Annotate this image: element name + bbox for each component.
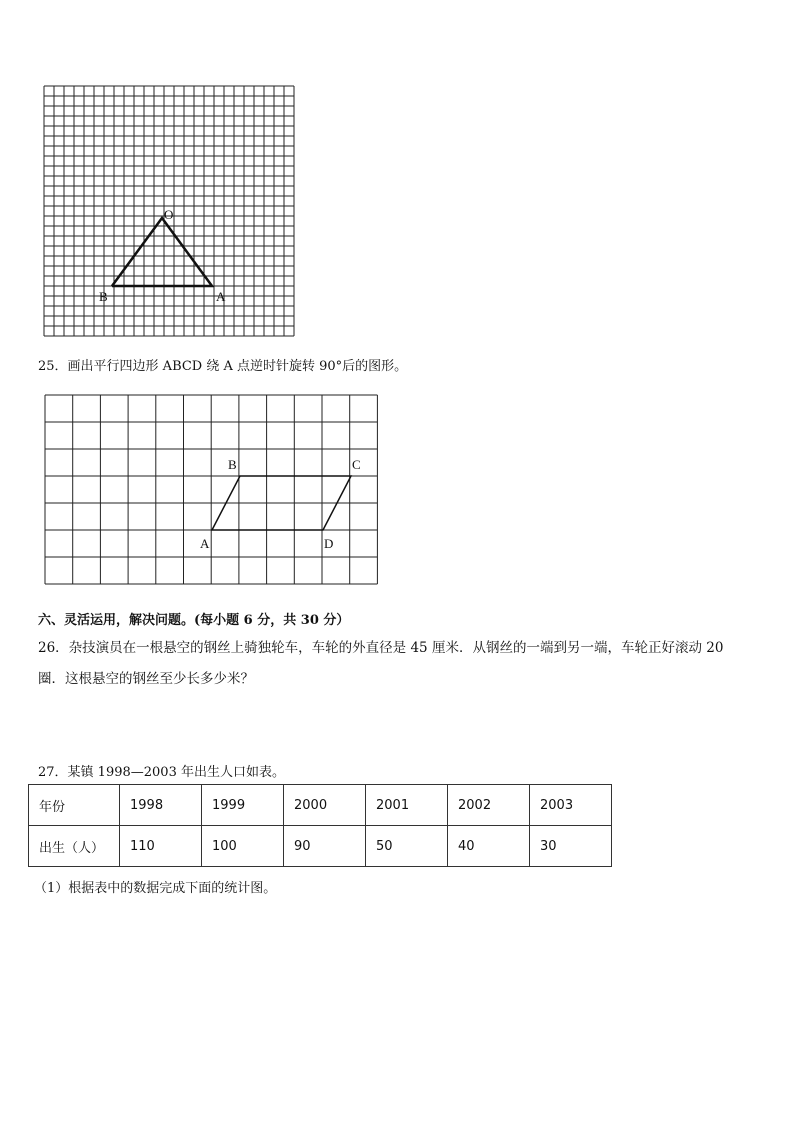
question-26-line2: 圈．这根悬空的钢丝至少长多少米？ <box>38 671 254 687</box>
table-cell: 2003 <box>530 785 612 826</box>
point-d-label: D <box>324 536 334 551</box>
parallelogram-grid-figure <box>40 390 385 590</box>
section-6-title: 六、灵活运用，解决问题。(每小题 6 分，共 30 分） <box>38 613 350 628</box>
point-c-label: C <box>352 457 361 472</box>
table-cell: 出生（人） <box>29 826 120 867</box>
table-cell: 40 <box>448 826 530 867</box>
question-27-sub1: （1）根据表中的数据完成下面的统计图。 <box>34 881 277 896</box>
table-row <box>29 785 612 826</box>
table-cell: 2000 <box>284 785 366 826</box>
table-cell: 30 <box>530 826 612 867</box>
grid-lines <box>45 395 377 584</box>
question-25: 25．画出平行四边形 ABCD 绕 A 点逆时针旋转 90°后的图形。 <box>38 359 408 374</box>
table-cell: 1999 <box>202 785 284 826</box>
table-cell: 2002 <box>448 785 530 826</box>
table-cell: 年份 <box>29 785 120 826</box>
point-o-label: O <box>164 207 174 222</box>
table-cell: 100 <box>202 826 284 867</box>
point-b-label: B <box>99 289 108 304</box>
table-cell: 1998 <box>120 785 202 826</box>
table-cell: 90 <box>284 826 366 867</box>
triangle-grid-figure <box>30 80 310 345</box>
table-cell: 110 <box>120 826 202 867</box>
point-a-label: A <box>200 536 210 551</box>
table-row <box>29 826 612 867</box>
table-cell: 2001 <box>366 785 448 826</box>
question-26-line1: 26．杂技演员在一根悬空的钢丝上骑独轮车，车轮的外直径是 45 厘米．从钢丝的一端到另一端，车轮正好滚动 20 <box>38 640 724 656</box>
question-27: 27．某镇 1998—2003 年出生人口如表。 <box>38 765 285 780</box>
table-cell: 50 <box>366 826 448 867</box>
point-b-label: B <box>228 457 237 472</box>
birth-population-table <box>28 784 612 867</box>
point-a-label: A <box>216 289 226 304</box>
